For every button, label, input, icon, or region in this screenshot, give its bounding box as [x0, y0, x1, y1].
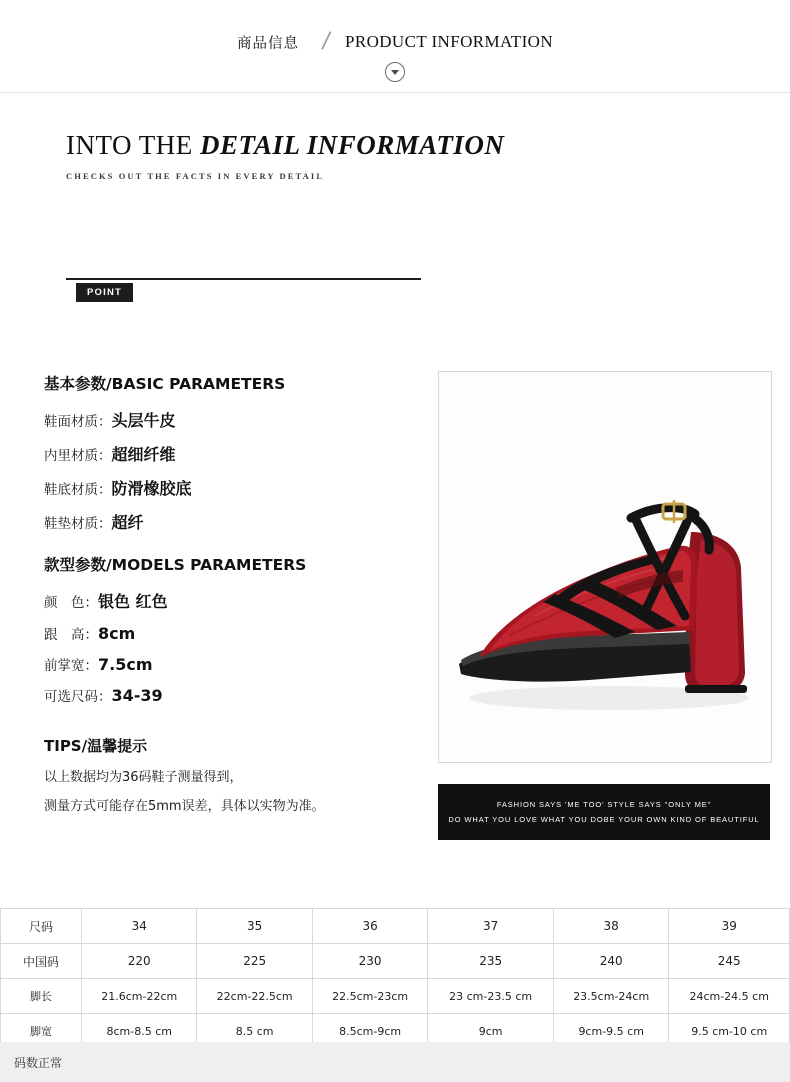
spec-value: 银色 红色 — [98, 592, 168, 611]
spec-value: 防滑橡胶底 — [111, 479, 192, 498]
row-header: 尺码 — [1, 909, 82, 944]
spec-label: 前掌宽： — [44, 658, 98, 674]
spec-row — [44, 685, 424, 705]
specifications-column — [44, 372, 424, 814]
quote-line-2: DO WHAT YOU LOVE WHAT YOU DOBE YOUR OWN KIND OF BEAUTIFUL — [448, 815, 760, 824]
spec-row — [44, 510, 424, 533]
spec-label: 跟 高： — [44, 627, 98, 643]
header-inner — [0, 0, 790, 56]
header-separator: / — [319, 28, 333, 55]
table-cell: 37 — [428, 909, 554, 944]
table-cell: 39 — [669, 909, 790, 944]
table-cell: 22.5cm-23cm — [312, 979, 427, 1014]
product-photo — [438, 371, 772, 763]
detail-information-block — [66, 130, 504, 181]
table-cell: 9cm — [428, 1014, 554, 1049]
detail-title-light: INTO THE — [66, 130, 200, 160]
shoe-illustration — [439, 372, 771, 762]
table-cell: 9.5 cm-10 cm — [669, 1014, 790, 1049]
point-rule — [66, 278, 421, 280]
spec-label: 可选尺码： — [44, 689, 112, 705]
table-cell: 245 — [669, 944, 790, 979]
header-en-title: PRODUCT INFORMATION — [344, 32, 553, 51]
detail-title — [66, 130, 504, 161]
table-cell: 38 — [553, 909, 668, 944]
spec-value: 34-39 — [111, 686, 163, 705]
table-cell: 23 cm-23.5 cm — [428, 979, 554, 1014]
table-cell: 230 — [312, 944, 427, 979]
tips-line-1: 以上数据均为36码鞋子测量得到， — [44, 770, 243, 785]
spec-value: 超纤 — [111, 513, 144, 532]
row-header: 中国码 — [1, 944, 82, 979]
tips-heading: TIPS/温馨提示 — [44, 737, 148, 755]
spec-value: 超细纤维 — [111, 445, 176, 464]
detail-title-bold: DETAIL INFORMATION — [200, 130, 505, 160]
table-row — [1, 909, 790, 944]
models-parameters-heading: 款型参数/MODELS PARAMETERS — [44, 556, 307, 574]
table-row — [1, 979, 790, 1014]
bottom-note-bar — [0, 1042, 790, 1082]
spec-label: 鞋垫材质： — [44, 516, 112, 532]
fashion-quote-banner — [438, 784, 770, 840]
spec-row — [44, 589, 424, 612]
point-label: POINT — [76, 283, 133, 302]
table-cell: 34 — [82, 909, 197, 944]
chevron-down-circle-icon — [385, 62, 405, 82]
spec-row — [44, 476, 424, 499]
table-cell: 8.5 cm — [197, 1014, 312, 1049]
quote-line-1: FASHION SAYS 'ME TOO' STYLE SAYS "ONLY ME" — [496, 800, 712, 809]
table-cell: 9cm-9.5 cm — [553, 1014, 668, 1049]
spec-row — [44, 408, 424, 431]
table-cell: 23.5cm-24cm — [553, 979, 668, 1014]
spec-value: 8cm — [98, 624, 136, 643]
spec-label: 鞋底材质： — [44, 482, 112, 498]
basic-parameters-heading: 基本参数/BASIC PARAMETERS — [44, 375, 286, 393]
spec-row — [44, 654, 424, 674]
row-header: 脚宽 — [1, 1014, 82, 1049]
size-chart-table — [0, 908, 790, 1049]
spec-label: 内里材质： — [44, 448, 112, 464]
product-info-header — [0, 0, 790, 92]
bottom-note-text: 码数正常 — [14, 1055, 63, 1070]
spec-row — [44, 442, 424, 465]
spec-value: 头层牛皮 — [111, 411, 176, 430]
table-cell: 235 — [428, 944, 554, 979]
header-cn-title: 商品信息 — [236, 35, 299, 52]
spec-label: 颜 色： — [44, 595, 98, 611]
row-header: 脚长 — [1, 979, 82, 1014]
table-cell: 8cm-8.5 cm — [82, 1014, 197, 1049]
detail-subtitle: CHECKS OUT THE FACTS IN EVERY DETAIL — [66, 171, 325, 181]
table-cell: 36 — [312, 909, 427, 944]
table-cell: 24cm-24.5 cm — [669, 979, 790, 1014]
table-cell: 225 — [197, 944, 312, 979]
table-cell: 22cm-22.5cm — [197, 979, 312, 1014]
table-cell: 8.5cm-9cm — [312, 1014, 427, 1049]
header-divider — [0, 92, 790, 93]
table-cell: 35 — [197, 909, 312, 944]
spec-label: 鞋面材质： — [44, 414, 112, 430]
spec-row — [44, 623, 424, 643]
table-cell: 240 — [553, 944, 668, 979]
table-cell: 220 — [82, 944, 197, 979]
spec-value: 7.5cm — [98, 655, 153, 674]
table-cell: 21.6cm-22cm — [82, 979, 197, 1014]
tips-line-2: 测量方式可能存在5mm误差，具体以实物为准。 — [44, 799, 325, 814]
table-row — [1, 944, 790, 979]
